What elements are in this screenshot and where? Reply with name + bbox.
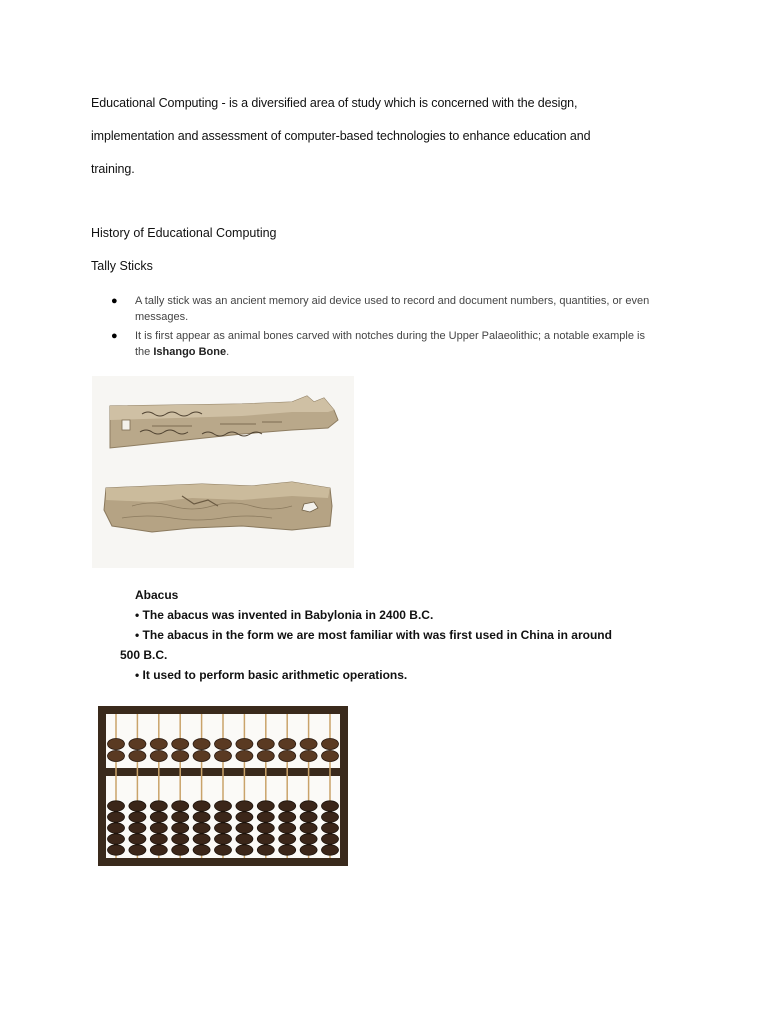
abacus-bead [193, 751, 210, 762]
abacus-bead [172, 739, 189, 750]
abacus-bead [236, 739, 253, 750]
tally-sticks-heading: Tally Sticks [91, 259, 153, 273]
abacus-image [92, 698, 354, 876]
abacus-bead [150, 751, 167, 762]
abacus-bead [150, 812, 167, 822]
abacus-bead [236, 834, 253, 844]
tally-sticks-image [92, 376, 354, 568]
abacus-bead [193, 739, 210, 750]
abacus-bead [236, 812, 253, 822]
abacus-bead [129, 845, 146, 855]
abacus-bead [215, 845, 232, 855]
intro-line-3: training. [91, 162, 135, 176]
abacus-bead [172, 751, 189, 762]
abacus-bead [322, 801, 339, 811]
abacus-bead [108, 823, 125, 833]
abacus-bead [150, 823, 167, 833]
abacus-bead [257, 834, 274, 844]
tally-bullet-1-line-2: messages. [135, 311, 189, 323]
abacus-bead [108, 751, 125, 762]
abacus-bead [322, 845, 339, 855]
tally-bullet-list [111, 293, 671, 363]
abacus-bead [129, 739, 146, 750]
abacus-bead [257, 801, 274, 811]
abacus-bead [108, 834, 125, 844]
abacus-bead [236, 751, 253, 762]
abacus-bead [193, 812, 210, 822]
abacus-bead [129, 751, 146, 762]
abacus-bead [193, 823, 210, 833]
abacus-bead [215, 739, 232, 750]
abacus-bead [215, 823, 232, 833]
bullet-icon: ● [111, 295, 118, 307]
abacus-line-1: • The abacus was invented in Babylonia in 2400 B.C. [135, 608, 434, 622]
abacus-bead [300, 834, 317, 844]
abacus-bead [172, 823, 189, 833]
abacus-bead [215, 801, 232, 811]
tally-bullet-2-pre: the [135, 346, 154, 358]
abacus-bead [172, 812, 189, 822]
abacus-bead [322, 823, 339, 833]
intro-line-2: implementation and assessment of computer-based technologies to enhance education and [91, 129, 591, 143]
abacus-heading: Abacus [135, 588, 179, 602]
list-item [111, 328, 671, 360]
abacus-bead [150, 739, 167, 750]
abacus-bead [257, 845, 274, 855]
abacus-line-4: • It used to perform basic arithmetic operations. [135, 668, 408, 682]
abacus-bead [150, 845, 167, 855]
abacus-bead [322, 739, 339, 750]
tally-bullet-2-post: . [226, 346, 230, 358]
abacus-bead [322, 812, 339, 822]
abacus-bead [236, 845, 253, 855]
tally-bullet-2-line-2 [135, 344, 671, 360]
intro-line-1: Educational Computing - is a diversified area of study which is concerned with the design, [91, 96, 578, 110]
tally-bullet-1-line-1: A tally stick was an ancient memory aid device used to record and document numbers, quantities, or even [135, 295, 650, 307]
abacus-line-2: • The abacus in the form we are most familiar with was first used in China in around [135, 628, 612, 642]
abacus-bead [300, 751, 317, 762]
abacus-bead [236, 801, 253, 811]
abacus-bead [129, 812, 146, 822]
abacus-bead [193, 845, 210, 855]
abacus-bead [236, 823, 253, 833]
ishango-bone-text: Ishango Bone [153, 346, 227, 358]
abacus-bead [172, 845, 189, 855]
abacus-bead [279, 751, 296, 762]
abacus-line-3: 500 B.C. [120, 648, 168, 662]
abacus-bead [279, 823, 296, 833]
abacus-bead [257, 823, 274, 833]
tally-sticks-icon [92, 376, 354, 568]
abacus-icon [92, 698, 354, 876]
abacus-bead [193, 801, 210, 811]
abacus-bead [108, 801, 125, 811]
abacus-bead [257, 751, 274, 762]
abacus-bead [172, 801, 189, 811]
abacus-section [120, 585, 612, 685]
abacus-bead [215, 834, 232, 844]
abacus-bead [150, 801, 167, 811]
abacus-bead [108, 739, 125, 750]
abacus-bead [215, 812, 232, 822]
list-item [111, 293, 671, 325]
abacus-bead [215, 751, 232, 762]
abacus-bead [129, 801, 146, 811]
abacus-bead [322, 834, 339, 844]
abacus-bead [279, 801, 296, 811]
abacus-bead [257, 739, 274, 750]
abacus-bead [300, 812, 317, 822]
bullet-icon: ● [111, 330, 118, 342]
abacus-bead [129, 834, 146, 844]
tally-bullet-2-line-1: It is first appear as animal bones carved with notches during the Upper Palaeolithic; a notable example is [135, 330, 645, 342]
abacus-bead [172, 834, 189, 844]
abacus-bead [150, 834, 167, 844]
abacus-bead [279, 739, 296, 750]
abacus-bead [108, 845, 125, 855]
history-heading: History of Educational Computing [91, 226, 277, 240]
abacus-bead [279, 845, 296, 855]
abacus-bead [129, 823, 146, 833]
abacus-bead [108, 812, 125, 822]
abacus-bead [300, 845, 317, 855]
abacus-bead [300, 739, 317, 750]
abacus-bead [300, 823, 317, 833]
abacus-bead [193, 834, 210, 844]
abacus-bead [300, 801, 317, 811]
abacus-bead [257, 812, 274, 822]
abacus-bead [279, 812, 296, 822]
abacus-bead [279, 834, 296, 844]
abacus-bead [322, 751, 339, 762]
